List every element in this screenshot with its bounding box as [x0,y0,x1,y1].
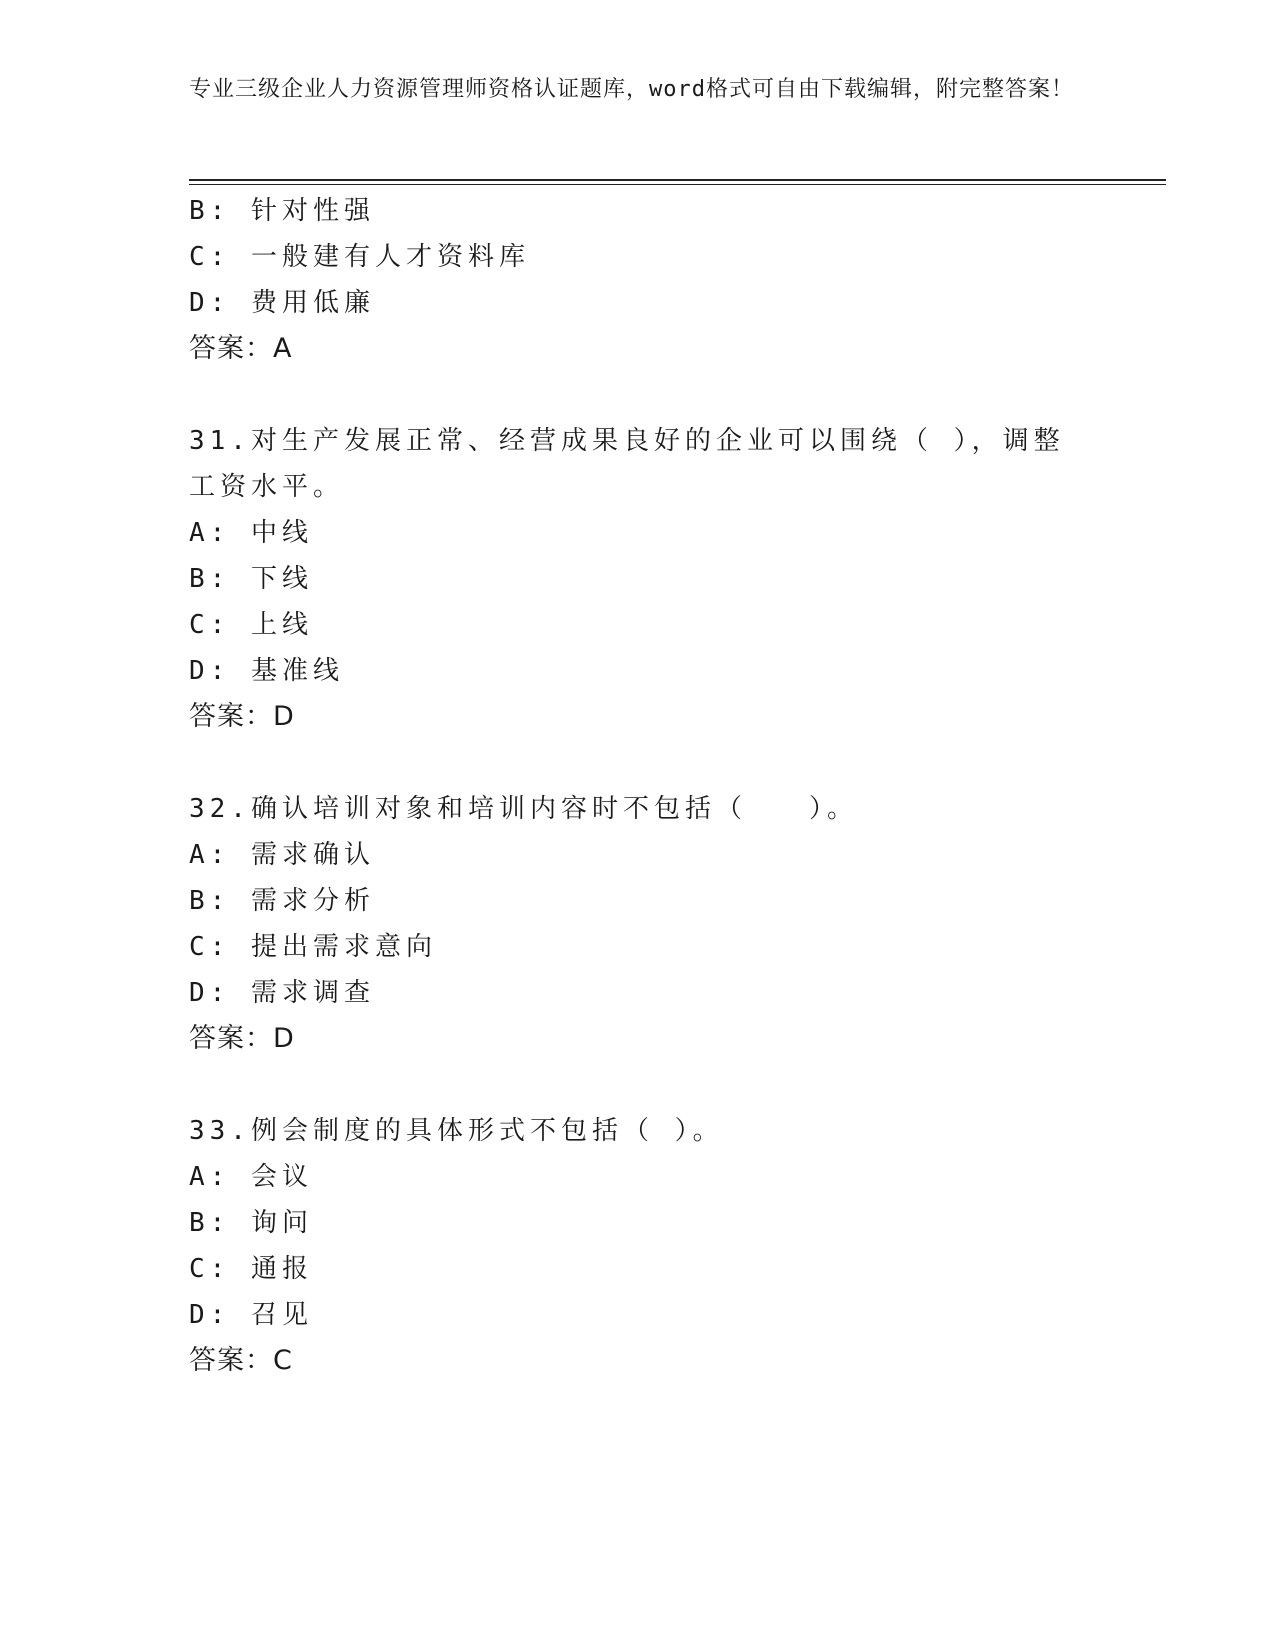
option-c: C: 提出需求意向 [189,932,437,962]
question-text: 31.对生产发展正常、经营成果良好的企业可以围绕（ ），调整工资水平。 [189,426,1065,502]
document-header: 专业三级企业人力资源管理师资格认证题库，word格式可自由下载编辑，附完整答案！ [189,77,1074,102]
option-c: C: 上线 [189,610,313,640]
option-a: A: 会议 [189,1162,313,1192]
option-b: B: 需求分析 [189,886,375,916]
option-c: C: 一般建有人才资料库 [189,242,530,272]
question-text: 33.例会制度的具体形式不包括（ ）。 [189,1116,724,1146]
answer-line: 答案：C [189,1345,293,1376]
option-b: B: 询问 [189,1208,313,1238]
header-divider-thin [189,184,1166,185]
answer-line: 答案：A [189,333,293,364]
spacer [189,1062,1089,1108]
option-b: B: 针对性强 [189,196,375,226]
option-a: A: 中线 [189,518,313,548]
answer-line: 答案：D [189,1023,295,1054]
question-text: 32.确认培训对象和培训内容时不包括（ ）。 [189,794,858,824]
option-c: C: 通报 [189,1254,313,1284]
header-divider-thick [189,179,1166,181]
option-d: D: 召见 [189,1300,313,1330]
spacer [189,372,1089,418]
option-d: D: 费用低廉 [189,288,375,318]
option-d: D: 基准线 [189,656,344,686]
spacer [189,740,1089,786]
question-content [189,188,1089,1384]
answer-line: 答案：D [189,701,295,732]
option-a: A: 需求确认 [189,840,375,870]
option-b: B: 下线 [189,564,313,594]
option-d: D: 需求调查 [189,978,375,1008]
